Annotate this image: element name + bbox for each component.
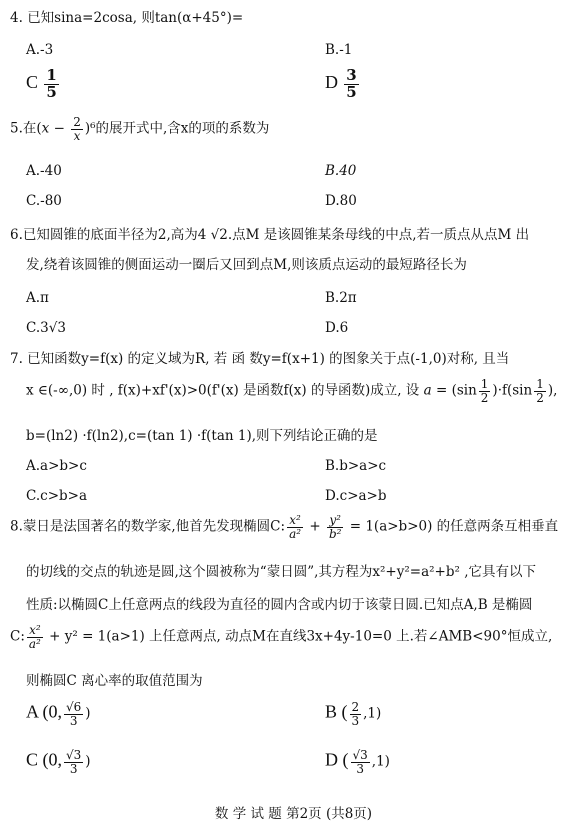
option-label: D — [325, 71, 338, 92]
numerator: x² — [289, 513, 301, 527]
fraction — [351, 749, 370, 775]
question-6-line-2: 发,绕着该圆锥的侧面运动一圈后又回到点M,则该质点运动的最短路径长为 — [26, 257, 467, 273]
q6-option-d: D.6 — [325, 320, 349, 336]
option-label: B ( — [325, 701, 348, 722]
denominator: b² — [328, 526, 342, 541]
question-number: 4. — [10, 10, 23, 26]
option-label: C — [26, 71, 39, 92]
numerator: 3 — [346, 66, 357, 84]
denominator: 2 — [536, 390, 544, 405]
q4-option-d — [325, 68, 361, 101]
question-6-line-1: 6.已知圆锥的底面半径为2,高为4 √2.点M 是该圆锥某条母线的中点,若一质点从点M 出 — [10, 227, 530, 243]
expr-part: )·f(sin — [492, 382, 533, 399]
q7-option-c: C.c>b>a — [26, 488, 88, 504]
option-close: ,1) — [371, 753, 390, 770]
ellipse-label: C: — [10, 628, 25, 645]
fraction-y2-b2 — [327, 514, 344, 540]
numerator: 1 — [480, 377, 489, 391]
q8-option-a — [26, 701, 91, 727]
stem-suffix: )⁶的展开式中,含x的项的系数为 — [84, 120, 270, 137]
question-7-line-3: b=(ln2) ·f(ln2),c=(tan 1) ·f(tan 1),则下列结论正确的是 — [26, 428, 378, 444]
q4-option-b: B.-1 — [325, 42, 353, 58]
page-footer: 数 学 试 题 第2页 (共8页) — [214, 806, 373, 822]
numerator: x² — [29, 623, 41, 637]
denominator: 3 — [69, 713, 78, 728]
q5-option-c: C.-80 — [26, 193, 62, 209]
numerator: √6 — [66, 700, 82, 714]
q5-option-b: B.40 — [325, 163, 357, 179]
denominator: 3 — [356, 761, 364, 776]
question-7-line-1: 7. 已知函数y=f(x) 的定义域为R, 若 函 数y=f(x+1) 的图象关于点(-1,0)对称, 且当 — [10, 351, 510, 367]
question-8-line-5: 则椭圆C 离心率的取值范围为 — [26, 673, 203, 689]
option-close: ,1) — [363, 705, 382, 722]
fraction — [64, 749, 83, 775]
numerator: √3 — [66, 748, 82, 762]
numerator: 1 — [46, 66, 57, 84]
q6-option-c: C.3√3 — [26, 320, 66, 336]
variable-x: x — [41, 120, 50, 137]
q4-option-a: A.-3 — [26, 42, 54, 58]
option-label: C (0, — [26, 749, 62, 770]
q7-option-b: B.b>a>c — [325, 458, 387, 474]
fraction — [44, 68, 58, 101]
plus-sign: + — [305, 518, 325, 535]
fraction-half — [534, 378, 546, 404]
denominator: 5 — [346, 82, 357, 101]
option-close: ) — [85, 753, 91, 770]
stem-suffix: = 1(a>b>0) 的任意两条互相垂直 — [345, 518, 559, 535]
denominator: 3 — [69, 761, 78, 776]
expr-part: ), — [547, 382, 558, 399]
fraction-half — [479, 378, 491, 404]
question-5-stem — [10, 116, 269, 142]
condition-text: x ∈(-∞,0) 时 , f(x)+xf'(x)>0(f'(x) 是函数f(x) 的导函数)成立, 设 — [26, 382, 420, 399]
condition-text: + y² = 1(a>1) 上任意两点, 动点M在直线3x+4y-10=0 上.若∠AMB<90°恒成立, — [44, 628, 553, 645]
question-8-line-1 — [10, 514, 558, 540]
variable-a: a — [423, 382, 432, 399]
denominator: x — [73, 128, 81, 143]
denominator: 3 — [351, 713, 360, 728]
numerator: 1 — [536, 377, 544, 391]
q8-option-c — [26, 749, 91, 775]
question-7-line-2 — [26, 378, 557, 404]
fraction-x2-a2 — [27, 624, 43, 650]
question-4-stem — [10, 10, 243, 26]
numerator: 2 — [73, 115, 81, 129]
denominator: 5 — [46, 82, 57, 101]
stem-prefix: 5.在( — [10, 120, 42, 137]
numerator: 2 — [351, 700, 360, 714]
numerator: √3 — [352, 748, 368, 762]
stem-prefix: 8.蒙日是法国著名的数学家,他首先发现椭圆C: — [10, 518, 286, 535]
denominator: 2 — [480, 390, 489, 405]
question-text: 已知sina=2cosa, 则tan(α+45°)= — [27, 10, 244, 26]
expr-part: = (sin — [431, 382, 477, 399]
q5-option-d: D.80 — [325, 193, 357, 209]
question-8-line-2: 的切线的交点的轨迹是圆,这个圆被称为“蒙日圆”,其方程为x²+y²=a²+b² ,它具有以下 — [26, 564, 536, 580]
q4-option-c — [26, 68, 61, 101]
fraction — [64, 701, 83, 727]
fraction — [344, 68, 358, 101]
numerator: y² — [329, 513, 341, 527]
option-close: ) — [85, 705, 91, 722]
q7-option-d: D.c>a>b — [325, 488, 387, 504]
option-label: D ( — [325, 749, 349, 770]
q7-option-a: A.a>b>c — [26, 458, 87, 474]
q5-option-a: A.-40 — [26, 163, 62, 179]
fraction — [71, 116, 83, 142]
minus-sign: − — [49, 120, 70, 137]
q6-option-a: A.π — [26, 290, 49, 306]
q8-option-b — [325, 701, 381, 727]
fraction — [350, 701, 362, 727]
question-8-line-4 — [10, 624, 552, 650]
fraction-x2-a2 — [287, 514, 303, 540]
option-label: A (0, — [26, 701, 62, 722]
question-8-line-3: 性质:以椭圆C上任意两点的线段为直径的圆内含或内切于该蒙日圆.已知点A,B 是椭圆 — [26, 597, 533, 613]
q8-option-d — [325, 749, 390, 775]
denominator: a² — [28, 636, 41, 651]
q6-option-b: B.2π — [325, 290, 357, 306]
denominator: a² — [289, 526, 302, 541]
